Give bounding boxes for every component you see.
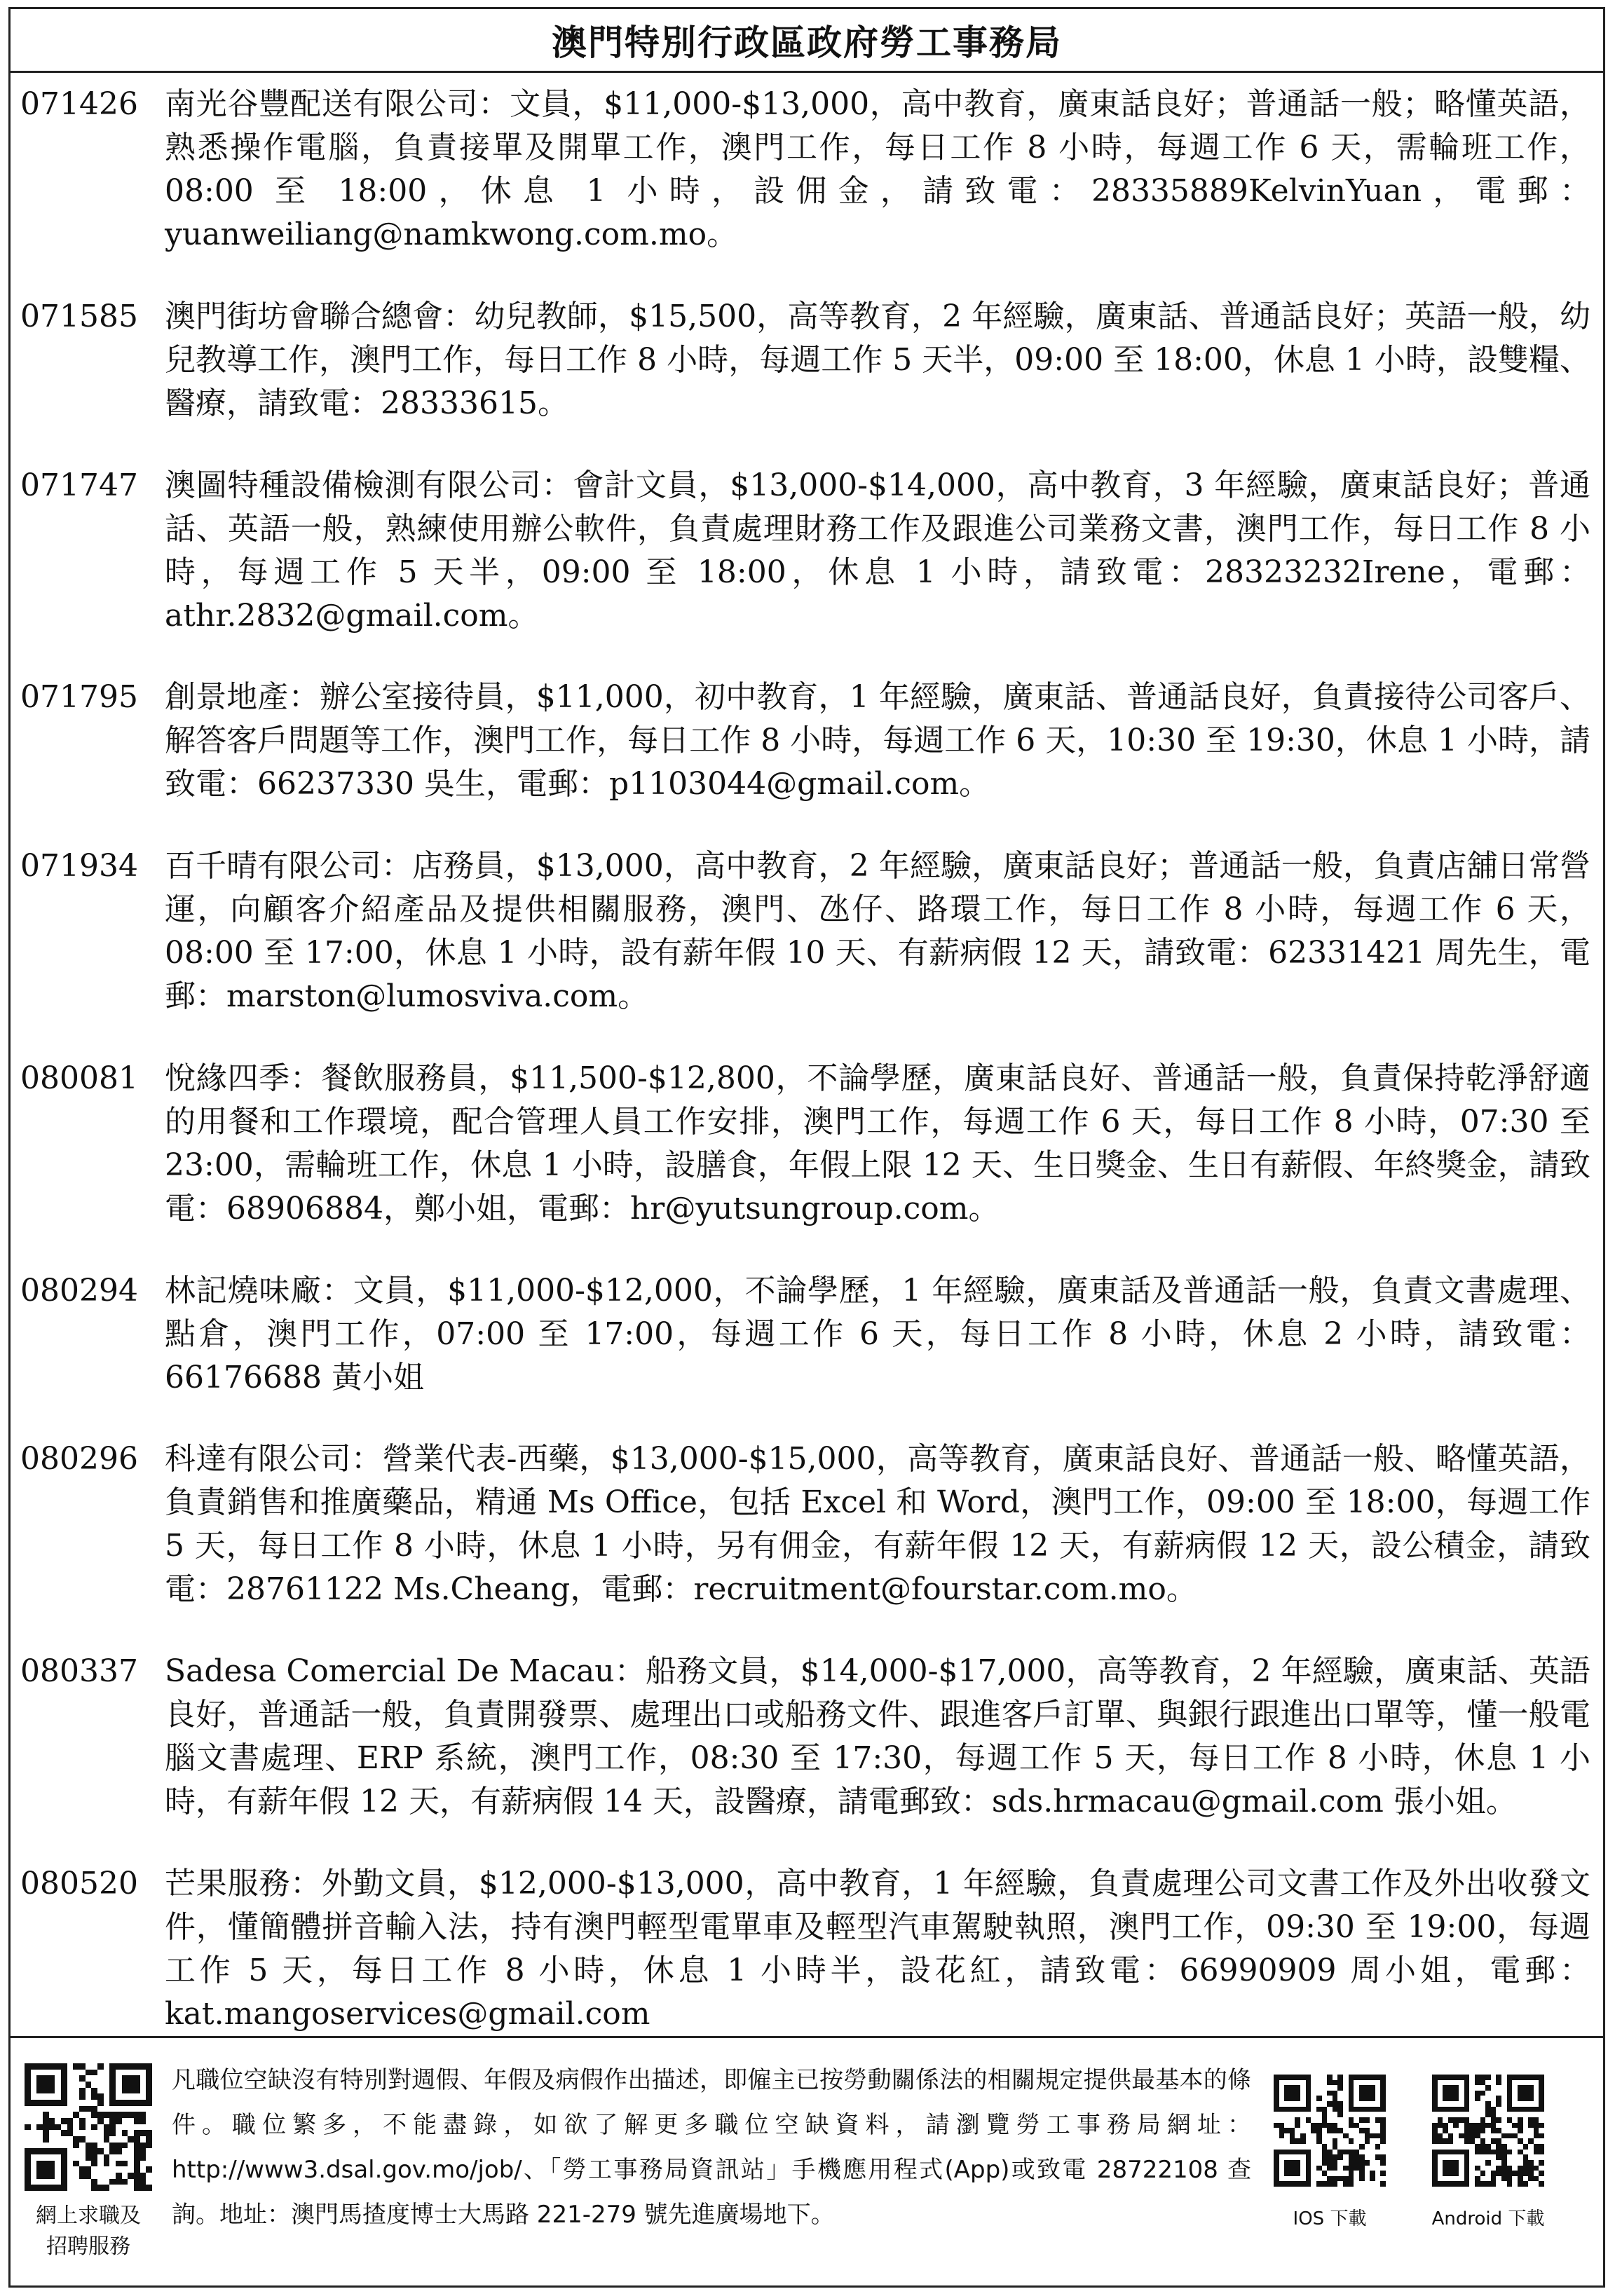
job-listing xyxy=(20,295,1590,425)
ios-download-caption: IOS 下載 xyxy=(1293,2208,1367,2229)
job-listing xyxy=(20,1862,1590,2036)
job-id: 071747 xyxy=(20,467,138,503)
job-service-qr-code[interactable] xyxy=(25,2063,152,2191)
job-description: 澳門街坊會聯合總會：幼兒教師，$15,500，高等教育，2 年經驗，廣東話、普通話良好；英語一般，幼兒教導工作，澳門工作，每日工作 8 小時，每週工作 5 天半，09:00 至 18:00，休息 1 小時，設雙糧、醫療，請致電：28333615。 xyxy=(165,298,1590,421)
job-description: 科達有限公司：營業代表-西藥，$13,000-$15,000，高等教育，廣東話良好、普通話一般、略懂英語，負責銷售和推廣藥品，精通 Ms Office，包括 Excel 和 Word，澳門工作，09:00 至 18:00，每週工作 5 天，每日工作 8 小時，休息 1 小時，另有佣金，有薪年假 12 天，有薪病假 12 天，設公積金，請致電：28761122 Ms.Cheang，電郵：recruitment@fourstar.com.mo。 xyxy=(165,1441,1590,1608)
qr-caption-line: 網上求職及 xyxy=(36,2203,141,2228)
job-description: Sadesa Comercial De Macau：船務文員，$14,000-$17,000，高等教育，2 年經驗，廣東話、英語良好，普通話一般，負責開發票、處理出口或船務文件、跟進客戶訂單、與銀行跟進出口單等，懂一般電腦文書處理、ERP 系統，澳門工作，08:30 至 17:30，每週工作 5 天，每日工作 8 小時，休息 1 小時，有薪年假 12 天，有薪病假 14 天，設醫療，請電郵致：sds.hrmacau@gmail.com 張小姐。 xyxy=(165,1653,1590,1820)
job-description: 百千晴有限公司：店務員，$13,000，高中教育，2 年經驗，廣東話良好；普通話一般，負責店舖日常營運，向顧客介紹產品及提供相關服務，澳門、氹仔、路環工作，每日工作 8 小時，每週工作 6 天，08:00 至 17:00，休息 1 小時，設有薪年假 10 天、有薪病假 12 天，請致電：62331421 周先生，電郵：marston@lumosviva.com。 xyxy=(165,848,1590,1015)
job-description: 芒果服務：外勤文員，$12,000-$13,000，高中教育，1 年經驗，負責處理公司文書工作及外出收發文件，懂簡體拼音輸入法，持有澳門輕型電單車及輕型汽車駕駛執照，澳門工作，09:30 至 19:00，每週工作 5 天，每日工作 8 小時，休息 1 小時半，設花紅，請致電：66990909 周小姐，電郵：kat.mangoservices@gmail.com xyxy=(165,1865,1590,2032)
job-id: 080296 xyxy=(20,1441,138,1477)
qr-caption-line: 招聘服務 xyxy=(46,2234,130,2259)
job-listing xyxy=(20,464,1590,638)
job-listing xyxy=(20,1057,1590,1231)
job-id: 071426 xyxy=(20,86,138,122)
footer-notice: 凡職位空缺沒有特別對週假、年假及病假作出描述，即僱主已按勞動關係法的相關規定提供最基本的條件。職位繁多，不能盡錄，如欲了解更多職位空缺資料，請瀏覽勞工事務局網址：http://www3.dsal.gov.mo/job/、「勞工事務局資訊站」手機應用程式(App)或致電 28722108 查詢。地址：澳門馬揸度博士大馬路 221-279 號先進廣場地下。 xyxy=(172,2066,1251,2229)
job-listing xyxy=(20,845,1590,1018)
job-id: 080294 xyxy=(20,1272,138,1308)
job-description: 南光谷豐配送有限公司：文員，$11,000-$13,000，高中教育，廣東話良好；普通話一般；略懂英語，熟悉操作電腦，負責接單及開單工作，澳門工作，每日工作 8 小時，每週工作 6 天，需輪班工作，08:00 至 18:00，休息 1 小時，設佣金，請致電：28335889KelvinYuan，電郵：yuanweiliang@namkwong.com.mo。 xyxy=(165,86,1590,252)
job-listing xyxy=(20,676,1590,806)
job-description: 澳圖特種設備檢測有限公司：會計文員，$13,000-$14,000，高中教育，3 年經驗，廣東話良好；普通話、英語一般，熟練使用辦公軟件，負責處理財務工作及跟進公司業務文書，澳門工作，每日工作 8 小時，每週工作 5 天半，09:00 至 18:00，休息 1 小時，請致電：28323232Irene，電郵：athr.2832@gmail.com。 xyxy=(165,467,1590,634)
job-listing xyxy=(20,1437,1590,1611)
job-listing xyxy=(20,1650,1590,1824)
job-id: 071585 xyxy=(20,298,138,334)
ios-download-qr-code[interactable] xyxy=(1274,2075,1386,2187)
job-description: 林記燒味廠：文員，$11,000-$12,000，不論學歷，1 年經驗，廣東話及普通話一般，負責文書處理、點倉，澳門工作，07:00 至 17:00，每週工作 6 天，每日工作 8 小時，休息 2 小時，請致電：66176688 黃小姐 xyxy=(165,1272,1590,1395)
footer xyxy=(11,2038,1603,2283)
job-listing xyxy=(20,1269,1590,1400)
job-id: 080337 xyxy=(20,1653,138,1690)
page-title: 澳門特別行政區政府勞工事務局 xyxy=(11,9,1603,73)
job-description: 悅緣四季：餐飲服務員，$11,500-$12,800，不論學歷，廣東話良好、普通話一般，負責保持乾淨舒適的用餐和工作環境，配合管理人員工作安排，澳門工作，每週工作 6 天，每日工作 8 小時，07:30 至 23:00，需輪班工作，休息 1 小時，設膳食，年假上限 12 天、生日獎金、生日有薪假、年終獎金，請致電：68906884，鄭小姐，電郵：hr@yutsungroup.com。 xyxy=(165,1060,1590,1226)
job-id: 080520 xyxy=(20,1865,138,1901)
job-id: 071934 xyxy=(20,848,138,884)
android-download-caption: Android 下載 xyxy=(1431,2208,1545,2229)
job-description: 創景地產：辦公室接待員，$11,000，初中教育，1 年經驗，廣東話、普通話良好，負責接待公司客戶、解答客戶問題等工作，澳門工作，每日工作 8 小時，每週工作 6 天，10:30 至 19:30，休息 1 小時，請致電：66237330 吳生，電郵：p1103044@gmail.com。 xyxy=(165,679,1590,802)
job-id: 080081 xyxy=(20,1060,138,1096)
job-service-qr-caption xyxy=(11,2201,166,2262)
job-listing xyxy=(20,83,1590,257)
job-listing-sheet xyxy=(8,7,1605,2288)
job-id: 071795 xyxy=(20,679,138,716)
job-listings xyxy=(11,73,1603,2038)
android-download-qr-code[interactable] xyxy=(1432,2075,1544,2187)
